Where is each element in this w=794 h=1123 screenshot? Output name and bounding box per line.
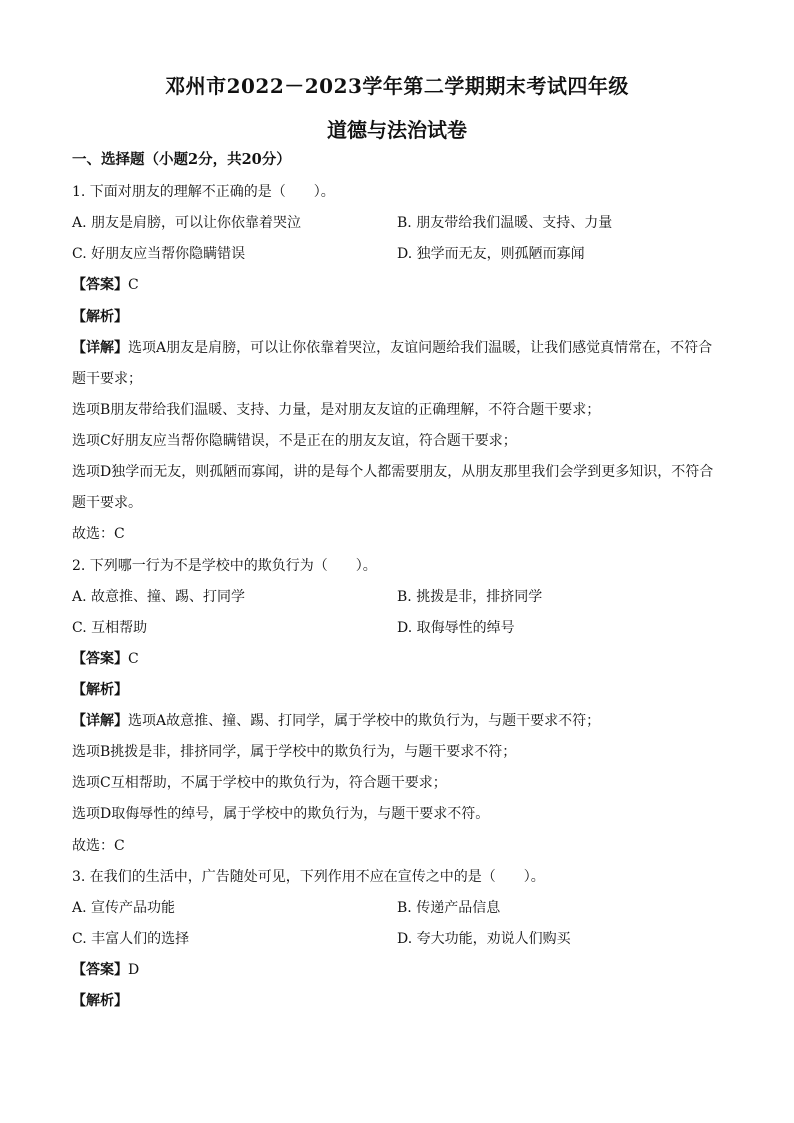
q1-answer	[72, 275, 732, 295]
q1-detail-line: 题干要求。	[72, 495, 142, 511]
q1-analysis-tag: 【解析】	[72, 309, 128, 325]
q3-option-b: B. 传递产品信息	[397, 900, 501, 916]
q1-detail-line: 选项D独学而无友，则孤陋而寡闻，讲的是每个人都需要朋友，从朋友那里我们会学到更多知识，不符合	[72, 464, 714, 480]
q2-option-d: D. 取侮辱性的绰号	[397, 620, 515, 636]
q2-analysis-tag: 【解析】	[72, 682, 128, 698]
exam-subtitle: 道德与法治试卷	[327, 118, 467, 142]
answer-tag: 【答案】	[72, 277, 128, 293]
answer-value: C	[128, 277, 139, 293]
q2-answer	[72, 649, 732, 669]
detail-tag: 【详解】	[72, 713, 128, 729]
q1-detail-line: 题干要求；	[72, 371, 142, 387]
q3-option-c: C. 丰富人们的选择	[72, 931, 190, 947]
q1-option-c: C. 好朋友应当帮你隐瞒错误	[72, 246, 246, 262]
detail-text: 选项A朋友是肩膀，可以让你依靠着哭泣，友谊问题给我们温暖，让我们感觉真情常在，不符合	[128, 340, 713, 356]
q3-analysis-tag: 【解析】	[72, 993, 128, 1009]
q2-detail-line: 选项C互相帮助，不属于学校中的欺负行为，符合题干要求；	[72, 775, 447, 791]
q1-detail-line	[72, 338, 732, 358]
q2-detail-line: 选项D取侮辱性的绰号，属于学校中的欺负行为，与题干要求不符。	[72, 806, 490, 822]
answer-value: D	[128, 962, 140, 978]
q3-answer	[72, 960, 732, 980]
q2-conclusion: 故选：C	[72, 838, 125, 854]
q3-option-d: D. 夸大功能，劝说人们购买	[397, 931, 571, 947]
answer-tag: 【答案】	[72, 962, 128, 978]
q1-detail-line: 选项C好朋友应当帮你隐瞒错误，不是正在的朋友友谊，符合题干要求；	[72, 433, 517, 449]
detail-text: 选项A故意推、撞、踢、打同学，属于学校中的欺负行为，与题干要求不符；	[128, 713, 601, 729]
exam-title: 邓州市2022－2023学年第二学期期末考试四年级	[165, 74, 629, 98]
q1-option-a: A. 朋友是肩膀，可以让你依靠着哭泣	[72, 215, 302, 231]
q2-detail-line: 选项B挑拨是非，排挤同学，属于学校中的欺负行为，与题干要求不符；	[72, 744, 517, 760]
q1-option-b: B. 朋友带给我们温暖、支持、力量	[397, 215, 613, 231]
q1-detail-line: 选项B朋友带给我们温暖、支持、力量，是对朋友友谊的正确理解，不符合题干要求；	[72, 402, 601, 418]
answer-value: C	[128, 651, 139, 667]
q1-stem: 1. 下面对朋友的理解不正确的是（ ）。	[72, 184, 335, 200]
q2-option-b: B. 挑拨是非，排挤同学	[397, 589, 543, 605]
q1-conclusion: 故选：C	[72, 526, 125, 542]
q2-detail-line	[72, 711, 732, 731]
q2-option-c: C. 互相帮助	[72, 620, 148, 636]
q3-stem: 3. 在我们的生活中，广告随处可见，下列作用不应在宣传之中的是（ ）。	[72, 869, 545, 885]
q2-option-a: A. 故意推、撞、踢、打同学	[72, 589, 246, 605]
detail-tag: 【详解】	[72, 340, 128, 356]
section-heading: 一、选择题（小题2分，共20分）	[72, 151, 291, 168]
q3-option-a: A. 宣传产品功能	[72, 900, 176, 916]
q1-option-d: D. 独学而无友，则孤陋而寡闻	[397, 246, 585, 262]
q2-stem: 2. 下列哪一行为不是学校中的欺负行为（ ）。	[72, 558, 377, 574]
answer-tag: 【答案】	[72, 651, 128, 667]
